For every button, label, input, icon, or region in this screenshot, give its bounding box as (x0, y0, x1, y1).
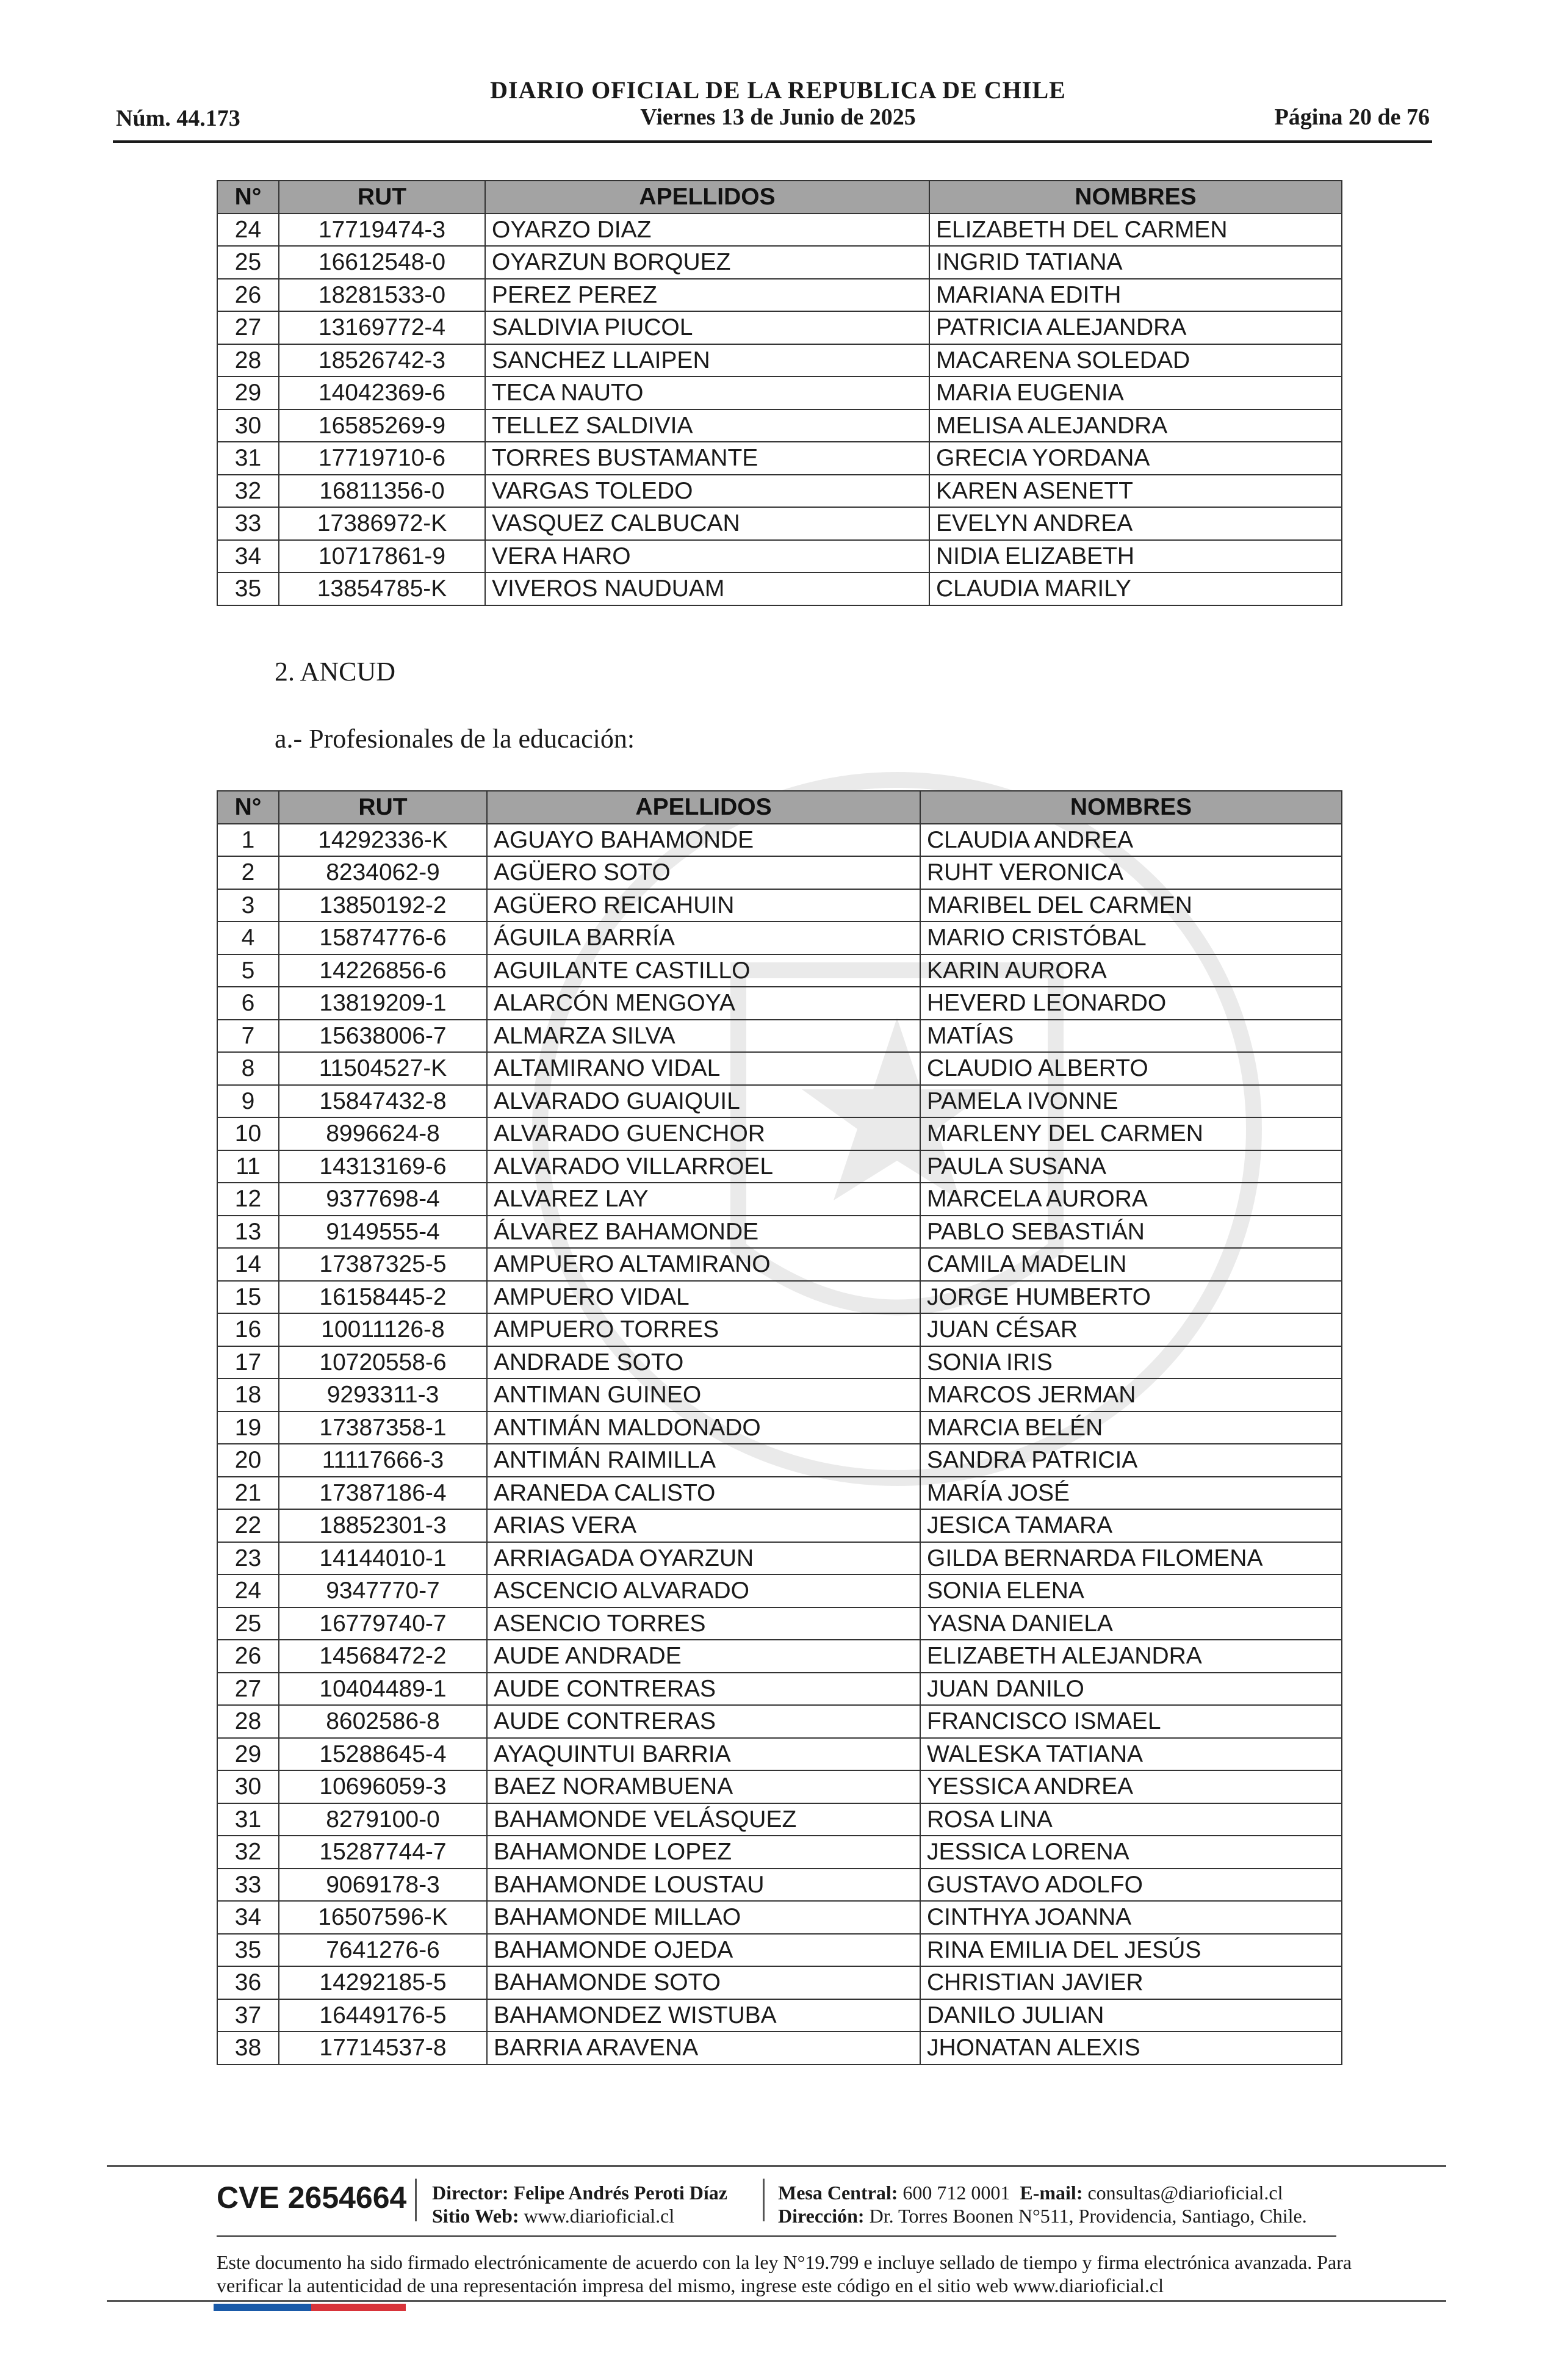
row-number: 29 (217, 1738, 279, 1771)
rut-cell: 11117666-3 (279, 1444, 487, 1477)
footer-separator (415, 2179, 417, 2221)
names-cell: YESSICA ANDREA (920, 1770, 1342, 1803)
newspaper-title: DIARIO OFICIAL DE LA REPUBLICA DE CHILE (490, 76, 1066, 104)
table-row (217, 1509, 1342, 1542)
rut-cell: 11504527-K (279, 1052, 487, 1085)
table-row (217, 1183, 1342, 1216)
surnames-cell: BAHAMONDE MILLAO (487, 1901, 920, 1934)
phone-number: 600 712 0001 (902, 2182, 1010, 2204)
surnames-cell: ÁGUILA BARRÍA (487, 921, 920, 954)
table-row (217, 1574, 1342, 1607)
rut-cell: 17387358-1 (279, 1412, 487, 1444)
names-cell: GUSTAVO ADOLFO (920, 1869, 1342, 1902)
row-number: 34 (217, 1901, 279, 1934)
address: Dr. Torres Boonen N°511, Providencia, Santiago, Chile. (869, 2205, 1307, 2227)
row-number: 27 (217, 1673, 279, 1706)
names-cell: JUAN DANILO (920, 1673, 1342, 1706)
table-row (217, 1085, 1342, 1118)
table-row (217, 1477, 1342, 1510)
row-number: 38 (217, 2032, 279, 2064)
table-body (217, 824, 1342, 2064)
surnames-cell: AGÜERO REICAHUIN (487, 889, 920, 922)
rut-cell: 14313169-6 (279, 1150, 487, 1183)
names-cell: GILDA BERNARDA FILOMENA (920, 1542, 1342, 1575)
col-names-header: NOMBRES (929, 181, 1342, 214)
row-number: 15 (217, 1281, 279, 1314)
table-row (217, 1248, 1342, 1281)
names-cell: CINTHYA JOANNA (920, 1901, 1342, 1934)
row-number: 8 (217, 1052, 279, 1085)
table-header-row (217, 181, 1342, 214)
names-cell: PAULA SUSANA (920, 1150, 1342, 1183)
director-name: Felipe Andrés Peroti Díaz (513, 2182, 727, 2204)
surnames-cell: ASENCIO TORRES (487, 1607, 920, 1640)
surnames-cell: ARIAS VERA (487, 1509, 920, 1542)
rut-cell: 8602586-8 (279, 1705, 487, 1738)
names-cell: GRECIA YORDANA (929, 442, 1342, 475)
table-row (217, 1705, 1342, 1738)
table-row (217, 475, 1342, 508)
row-number: 4 (217, 921, 279, 954)
section-subheading: a.- Profesionales de la educación: (275, 724, 635, 754)
table-row (217, 1673, 1342, 1706)
issue-number: Núm. 44.173 (116, 106, 240, 131)
rut-cell: 18526742-3 (279, 344, 485, 377)
rut-cell: 8234062-9 (279, 856, 487, 889)
footer-separator (763, 2179, 765, 2221)
surnames-cell: ARANEDA CALISTO (487, 1477, 920, 1510)
rut-cell: 16811356-0 (279, 475, 485, 508)
row-number: 37 (217, 1999, 279, 2032)
row-number: 28 (217, 344, 279, 377)
names-cell: SANDRA PATRICIA (920, 1444, 1342, 1477)
row-number: 19 (217, 1412, 279, 1444)
row-number: 18 (217, 1379, 279, 1412)
director-label: Director: (432, 2182, 509, 2204)
names-cell: ELIZABETH ALEJANDRA (920, 1640, 1342, 1673)
row-number: 14 (217, 1248, 279, 1281)
table-row (217, 1150, 1342, 1183)
rut-cell: 14226856-6 (279, 954, 487, 987)
rut-cell: 14292336-K (279, 824, 487, 857)
row-number: 7 (217, 1020, 279, 1053)
col-surnames-header: APELLIDOS (485, 181, 929, 214)
table-row (217, 377, 1342, 409)
names-cell: YASNA DANIELA (920, 1607, 1342, 1640)
rut-cell: 10717861-9 (279, 540, 485, 573)
surnames-cell: ALARCÓN MENGOYA (487, 987, 920, 1020)
surnames-cell: ANTIMÁN RAIMILLA (487, 1444, 920, 1477)
surnames-cell: BAHAMONDE LOPEZ (487, 1836, 920, 1869)
table-row (217, 246, 1342, 279)
rut-cell: 7641276-6 (279, 1934, 487, 1967)
table-row (217, 1901, 1342, 1934)
table-row (217, 311, 1342, 344)
names-cell: CAMILA MADELIN (920, 1248, 1342, 1281)
names-cell: CLAUDIA MARILY (929, 572, 1342, 605)
table-row (217, 889, 1342, 922)
names-cell: MARÍA JOSÉ (920, 1477, 1342, 1510)
surnames-cell: VIVEROS NAUDUAM (485, 572, 929, 605)
table-row (217, 1607, 1342, 1640)
names-cell: JESSICA LORENA (920, 1836, 1342, 1869)
personnel-table-continued (217, 180, 1342, 606)
rut-cell: 13819209-1 (279, 987, 487, 1020)
rut-cell: 16449176-5 (279, 1999, 487, 2032)
row-number: 24 (217, 1574, 279, 1607)
row-number: 36 (217, 1966, 279, 1999)
issue-date: Viernes 13 de Junio de 2025 (640, 104, 916, 130)
rut-cell: 8996624-8 (279, 1117, 487, 1150)
names-cell: PABLO SEBASTIÁN (920, 1216, 1342, 1249)
table-row (217, 1281, 1342, 1314)
names-cell: SONIA ELENA (920, 1574, 1342, 1607)
rut-cell: 10720558-6 (279, 1346, 487, 1379)
row-number: 10 (217, 1117, 279, 1150)
surnames-cell: VARGAS TOLEDO (485, 475, 929, 508)
row-number: 20 (217, 1444, 279, 1477)
table-row (217, 1836, 1342, 1869)
rut-cell: 17719710-6 (279, 442, 485, 475)
row-number: 27 (217, 311, 279, 344)
table-row (217, 1379, 1342, 1412)
table-row (217, 344, 1342, 377)
section-heading: 2. ANCUD (275, 657, 396, 687)
table-row (217, 1346, 1342, 1379)
row-number: 35 (217, 1934, 279, 1967)
table-header-row (217, 791, 1342, 824)
names-cell: KARIN AURORA (920, 954, 1342, 987)
surnames-cell: PEREZ PEREZ (485, 279, 929, 312)
row-number: 32 (217, 475, 279, 508)
names-cell: FRANCISCO ISMAEL (920, 1705, 1342, 1738)
table-row (217, 1313, 1342, 1346)
surnames-cell: TORRES BUSTAMANTE (485, 442, 929, 475)
row-number: 1 (217, 824, 279, 857)
rut-cell: 10404489-1 (279, 1673, 487, 1706)
row-number: 33 (217, 507, 279, 540)
surnames-cell: OYARZUN BORQUEZ (485, 246, 929, 279)
surnames-cell: BARRIA ARAVENA (487, 2032, 920, 2064)
surnames-cell: ALMARZA SILVA (487, 1020, 920, 1053)
col-names-header: NOMBRES (920, 791, 1342, 824)
flag-stripe-red (311, 2304, 406, 2311)
rut-cell: 17387186-4 (279, 1477, 487, 1510)
names-cell: ELIZABETH DEL CARMEN (929, 214, 1342, 247)
surnames-cell: BAHAMONDE LOUSTAU (487, 1869, 920, 1902)
row-number: 34 (217, 540, 279, 573)
rut-cell: 18852301-3 (279, 1509, 487, 1542)
table-row (217, 572, 1342, 605)
row-number: 29 (217, 377, 279, 409)
footer-divider (107, 2165, 1446, 2167)
website-label: Sitio Web: (432, 2205, 519, 2227)
table-row (217, 214, 1342, 247)
rut-cell: 17714537-8 (279, 2032, 487, 2064)
row-number: 25 (217, 246, 279, 279)
legal-notice: Este documento ha sido firmado electrónicamente de acuerdo con la ley N°19.799 e incluye sellado de tiempo y firma electrónica avanzada. Para verificar la autenticidad de una representación impresa del mismo, ingrese este código en el sitio web www.diarioficial.cl (217, 2251, 1352, 2296)
surnames-cell: AMPUERO VIDAL (487, 1281, 920, 1314)
names-cell: JORGE HUMBERTO (920, 1281, 1342, 1314)
table-row (217, 1052, 1342, 1085)
row-number: 26 (217, 1640, 279, 1673)
rut-cell: 17387325-5 (279, 1248, 487, 1281)
rut-cell: 15847432-8 (279, 1085, 487, 1118)
names-cell: NIDIA ELIZABETH (929, 540, 1342, 573)
table-row (217, 921, 1342, 954)
surnames-cell: AMPUERO TORRES (487, 1313, 920, 1346)
names-cell: WALESKA TATIANA (920, 1738, 1342, 1771)
cve-code: CVE 2654664 (217, 2180, 407, 2215)
surnames-cell: BAHAMONDE SOTO (487, 1966, 920, 1999)
table-row (217, 987, 1342, 1020)
rut-cell: 14568472-2 (279, 1640, 487, 1673)
surnames-cell: TECA NAUTO (485, 377, 929, 409)
row-number: 21 (217, 1477, 279, 1510)
rut-cell: 9377698-4 (279, 1183, 487, 1216)
table-row (217, 540, 1342, 573)
surnames-cell: ÁLVAREZ BAHAMONDE (487, 1216, 920, 1249)
row-number: 35 (217, 572, 279, 605)
table-row (217, 409, 1342, 442)
rut-cell: 15287744-7 (279, 1836, 487, 1869)
names-cell: MARIANA EDITH (929, 279, 1342, 312)
row-number: 30 (217, 409, 279, 442)
rut-cell: 13854785-K (279, 572, 485, 605)
table-row (217, 442, 1342, 475)
rut-cell: 9149555-4 (279, 1216, 487, 1249)
surnames-cell: ALVARADO GUENCHOR (487, 1117, 920, 1150)
rut-cell: 16585269-9 (279, 409, 485, 442)
names-cell: MELISA ALEJANDRA (929, 409, 1342, 442)
rut-cell: 15874776-6 (279, 921, 487, 954)
footer-divider (107, 2300, 1446, 2302)
table-row (217, 1412, 1342, 1444)
names-cell: MARCIA BELÉN (920, 1412, 1342, 1444)
names-cell: INGRID TATIANA (929, 246, 1342, 279)
names-cell: CLAUDIA ANDREA (920, 824, 1342, 857)
names-cell: CLAUDIO ALBERTO (920, 1052, 1342, 1085)
surnames-cell: ANDRADE SOTO (487, 1346, 920, 1379)
rut-cell: 16612548-0 (279, 246, 485, 279)
rut-cell: 18281533-0 (279, 279, 485, 312)
names-cell: CHRISTIAN JAVIER (920, 1966, 1342, 1999)
names-cell: MARIO CRISTÓBAL (920, 921, 1342, 954)
col-number-header: N° (217, 791, 279, 824)
row-number: 3 (217, 889, 279, 922)
row-number: 26 (217, 279, 279, 312)
row-number: 31 (217, 442, 279, 475)
surnames-cell: SANCHEZ LLAIPEN (485, 344, 929, 377)
names-cell: DANILO JULIAN (920, 1999, 1342, 2032)
row-number: 12 (217, 1183, 279, 1216)
footer-divider (217, 2235, 1336, 2237)
row-number: 9 (217, 1085, 279, 1118)
surnames-cell: AUDE ANDRADE (487, 1640, 920, 1673)
rut-cell: 13850192-2 (279, 889, 487, 922)
rut-cell: 14144010-1 (279, 1542, 487, 1575)
row-number: 16 (217, 1313, 279, 1346)
address-label: Dirección: (778, 2205, 865, 2227)
email-label: E-mail: (1020, 2182, 1083, 2204)
rut-cell: 15638006-7 (279, 1020, 487, 1053)
rut-cell: 15288645-4 (279, 1738, 487, 1771)
table-row (217, 1020, 1342, 1053)
names-cell: SONIA IRIS (920, 1346, 1342, 1379)
surnames-cell: BAHAMONDE OJEDA (487, 1934, 920, 1967)
names-cell: MARCELA AURORA (920, 1183, 1342, 1216)
rut-cell: 14292185-5 (279, 1966, 487, 1999)
surnames-cell: ALVAREZ LAY (487, 1183, 920, 1216)
names-cell: MARLENY DEL CARMEN (920, 1117, 1342, 1150)
row-number: 28 (217, 1705, 279, 1738)
names-cell: JUAN CÉSAR (920, 1313, 1342, 1346)
names-cell: KAREN ASENETT (929, 475, 1342, 508)
surnames-cell: ALTAMIRANO VIDAL (487, 1052, 920, 1085)
row-number: 24 (217, 214, 279, 247)
surnames-cell: BAHAMONDEZ WISTUBA (487, 1999, 920, 2032)
contact-block (778, 2181, 1307, 2227)
names-cell: EVELYN ANDREA (929, 507, 1342, 540)
col-rut-header: RUT (279, 791, 487, 824)
director-block (432, 2181, 727, 2227)
surnames-cell: ARRIAGADA OYARZUN (487, 1542, 920, 1575)
surnames-cell: ALVARADO GUAIQUIL (487, 1085, 920, 1118)
table-row (217, 1216, 1342, 1249)
names-cell: MATÍAS (920, 1020, 1342, 1053)
col-rut-header: RUT (279, 181, 485, 214)
row-number: 11 (217, 1150, 279, 1183)
table-row (217, 856, 1342, 889)
rut-cell: 10696059-3 (279, 1770, 487, 1803)
row-number: 31 (217, 1803, 279, 1836)
phone-label: Mesa Central: (778, 2182, 898, 2204)
table-row (217, 1738, 1342, 1771)
names-cell: MARCOS JERMAN (920, 1379, 1342, 1412)
rut-cell: 17719474-3 (279, 214, 485, 247)
table-row (217, 1803, 1342, 1836)
names-cell: HEVERD LEONARDO (920, 987, 1342, 1020)
names-cell: JESICA TAMARA (920, 1509, 1342, 1542)
col-surnames-header: APELLIDOS (487, 791, 920, 824)
row-number: 32 (217, 1836, 279, 1869)
names-cell: MARIBEL DEL CARMEN (920, 889, 1342, 922)
header-divider (113, 140, 1432, 143)
row-number: 6 (217, 987, 279, 1020)
email-link[interactable]: consultas@diarioficial.cl (1087, 2182, 1283, 2204)
surnames-cell: AYAQUINTUI BARRIA (487, 1738, 920, 1771)
names-cell: MACARENA SOLEDAD (929, 344, 1342, 377)
table-row (217, 824, 1342, 857)
table-row (217, 1999, 1342, 2032)
row-number: 5 (217, 954, 279, 987)
rut-cell: 14042369-6 (279, 377, 485, 409)
table-row (217, 507, 1342, 540)
rut-cell: 16507596-K (279, 1901, 487, 1934)
row-number: 2 (217, 856, 279, 889)
row-number: 13 (217, 1216, 279, 1249)
rut-cell: 10011126-8 (279, 1313, 487, 1346)
row-number: 22 (217, 1509, 279, 1542)
surnames-cell: OYARZO DIAZ (485, 214, 929, 247)
names-cell: PATRICIA ALEJANDRA (929, 311, 1342, 344)
surnames-cell: VASQUEZ CALBUCAN (485, 507, 929, 540)
names-cell: RINA EMILIA DEL JESÚS (920, 1934, 1342, 1967)
website-link[interactable]: www.diarioficial.cl (524, 2205, 675, 2227)
row-number: 23 (217, 1542, 279, 1575)
row-number: 25 (217, 1607, 279, 1640)
table-row (217, 1542, 1342, 1575)
surnames-cell: AGÜERO SOTO (487, 856, 920, 889)
surnames-cell: AUDE CONTRERAS (487, 1705, 920, 1738)
table-row (217, 279, 1342, 312)
surnames-cell: TELLEZ SALDIVIA (485, 409, 929, 442)
row-number: 30 (217, 1770, 279, 1803)
rut-cell: 16158445-2 (279, 1281, 487, 1314)
surnames-cell: AUDE CONTRERAS (487, 1673, 920, 1706)
col-number-header: N° (217, 181, 279, 214)
flag-stripe-blue (214, 2304, 311, 2311)
row-number: 33 (217, 1869, 279, 1902)
row-number: 17 (217, 1346, 279, 1379)
surnames-cell: ANTIMÁN MALDONADO (487, 1412, 920, 1444)
surnames-cell: BAEZ NORAMBUENA (487, 1770, 920, 1803)
surnames-cell: VERA HARO (485, 540, 929, 573)
surnames-cell: AGUILANTE CASTILLO (487, 954, 920, 987)
table-row (217, 1640, 1342, 1673)
table-row (217, 1869, 1342, 1902)
table-row (217, 1444, 1342, 1477)
table-row (217, 1966, 1342, 1999)
surnames-cell: ALVARADO VILLARROEL (487, 1150, 920, 1183)
rut-cell: 16779740-7 (279, 1607, 487, 1640)
table-row (217, 954, 1342, 987)
rut-cell: 9069178-3 (279, 1869, 487, 1902)
surnames-cell: BAHAMONDE VELÁSQUEZ (487, 1803, 920, 1836)
rut-cell: 17386972-K (279, 507, 485, 540)
table-row (217, 1934, 1342, 1967)
surnames-cell: AGUAYO BAHAMONDE (487, 824, 920, 857)
names-cell: JHONATAN ALEXIS (920, 2032, 1342, 2064)
rut-cell: 9347770-7 (279, 1574, 487, 1607)
surnames-cell: ANTIMAN GUINEO (487, 1379, 920, 1412)
table-body (217, 214, 1342, 605)
surnames-cell: ASCENCIO ALVARADO (487, 1574, 920, 1607)
surnames-cell: SALDIVIA PIUCOL (485, 311, 929, 344)
rut-cell: 13169772-4 (279, 311, 485, 344)
surnames-cell: AMPUERO ALTAMIRANO (487, 1248, 920, 1281)
names-cell: RUHT VERONICA (920, 856, 1342, 889)
table-row (217, 1770, 1342, 1803)
page-number: Página 20 de 76 (1274, 104, 1430, 130)
rut-cell: 9293311-3 (279, 1379, 487, 1412)
names-cell: PAMELA IVONNE (920, 1085, 1342, 1118)
table-row (217, 1117, 1342, 1150)
names-cell: ROSA LINA (920, 1803, 1342, 1836)
names-cell: MARIA EUGENIA (929, 377, 1342, 409)
table-row (217, 2032, 1342, 2064)
personnel-table-ancud (217, 790, 1342, 2065)
rut-cell: 8279100-0 (279, 1803, 487, 1836)
